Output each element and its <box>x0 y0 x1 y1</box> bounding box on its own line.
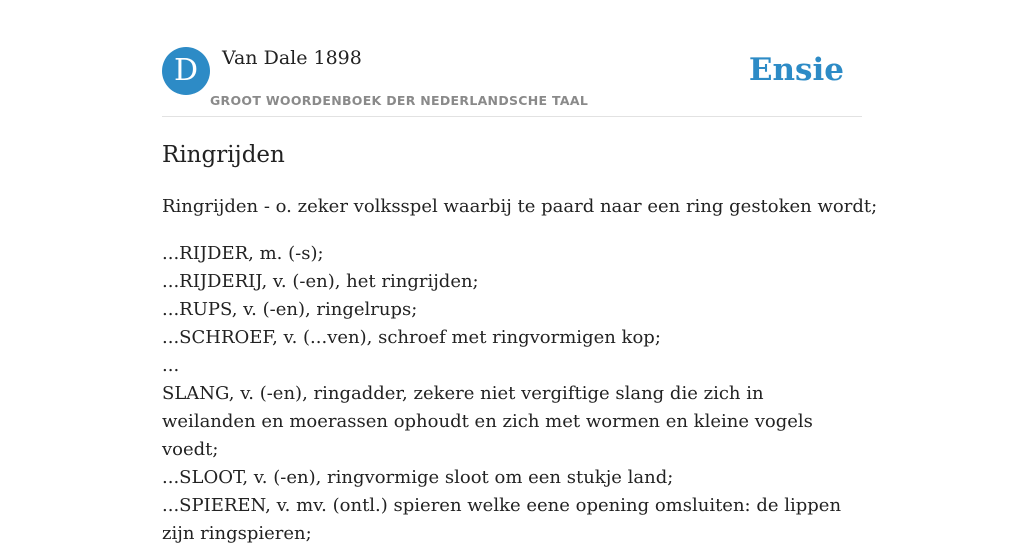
dictionary-name[interactable]: Van Dale 1898 <box>222 47 362 69</box>
entry-content <box>162 139 878 548</box>
dictionary-subtitle: GROOT WOORDENBOEK DER NEDERLANDSCHE TAAL <box>210 93 589 108</box>
entry-definition: Ringrijden - o. zeker volksspel waarbij te paard naar een ring gestoken wordt; <box>162 196 878 217</box>
sub-entry: ... <box>162 355 180 376</box>
sub-entry: ...RUPS, v. (-en), ringelrups; <box>162 299 418 320</box>
sub-entry: ...SLOOT, v. (-en), ringvormige sloot om een stukje land; <box>162 467 674 488</box>
brand-logo[interactable]: Ensie <box>748 52 844 88</box>
header <box>162 46 862 117</box>
dictionary-avatar[interactable]: D <box>162 47 210 95</box>
sub-entry: ...SCHROEF, v. (...ven), schroef met ringvormigen kop; <box>162 327 661 348</box>
entry-title: Ringrijden <box>162 142 285 168</box>
sub-entry: ...RIJDER, m. (-s); <box>162 243 324 264</box>
sub-entry: ...RIJDERIJ, v. (-en), het ringrijden; <box>162 271 479 292</box>
sub-entry: ...SPIEREN, v. mv. (ontl.) spieren welke eene opening omsluiten: de lippen zijn ringspieren; <box>162 495 842 544</box>
sub-entry: SLANG, v. (-en), ringadder, zekere niet vergiftige slang die zich in weilanden en moerassen ophoudt en zich met wormen en kleine vogels voedt; <box>162 383 813 460</box>
sub-entries <box>162 240 862 548</box>
